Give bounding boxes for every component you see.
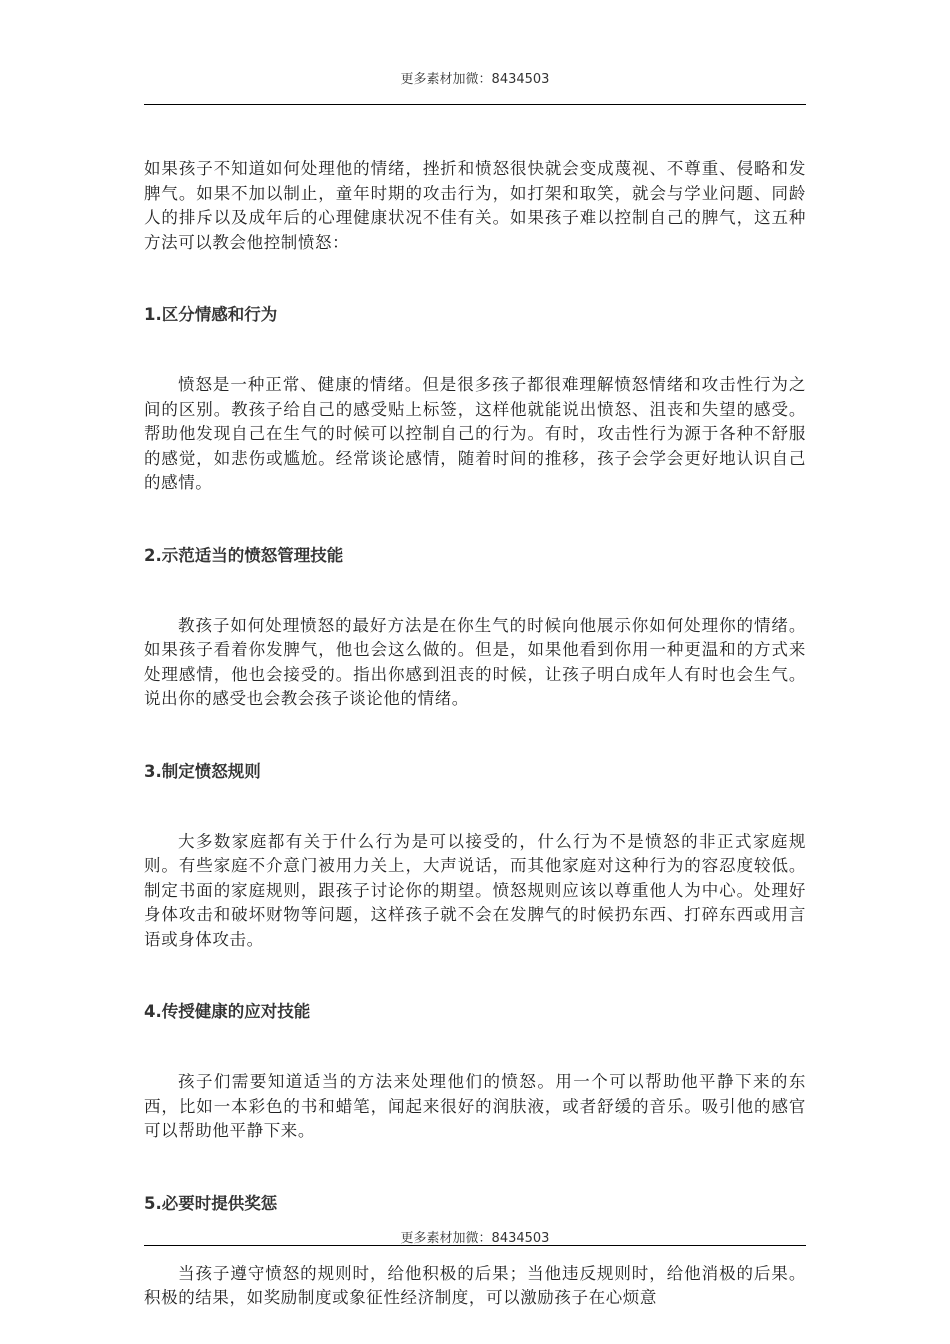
section-3-heading: 3.制定愤怒规则: [144, 761, 261, 781]
section-1-heading: 1.区分情感和行为: [144, 305, 278, 324]
intro-paragraph: 如果孩子不知道如何处理他的情绪，挫折和愤怒很快就会变成蔑视、不尊重、侵略和发脾气。如果不加以制止，童年时期的攻击行为，如打架和取笑，就会与学业问题、同龄人的排斥以及成年后的心理健康状况不佳有关。如果孩子难以控制自己的脾气，这五种方法可以教会他控制愤怒：: [144, 159, 806, 252]
section-2-heading: 2.示范适当的愤怒管理技能: [144, 545, 344, 565]
page-footer-text: 更多素材加微：8434503: [400, 1231, 550, 1246]
page-header-text: 更多素材加微：8434503: [400, 72, 550, 87]
section-4-heading: 4.传授健康的应对技能: [144, 1002, 311, 1021]
section-4-paragraph: 孩子们需要知道适当的方法来处理他们的愤怒。用一个可以帮助他平静下来的东西，比如一本彩色的书和蜡笔，闻起来很好的润肤液，或者舒缓的音乐。吸引他的感官可以帮助他平静下来。: [144, 1072, 806, 1140]
section-5-paragraph: 当孩子遵守愤怒的规则时，给他积极的后果；当他违反规则时，给他消极的后果。积极的结果，如奖励制度或象征性经济制度，可以激励孩子在心烦意: [144, 1263, 806, 1307]
section-5-heading: 5.必要时提供奖惩: [144, 1193, 278, 1213]
section-3-paragraph: 大多数家庭都有关于什么行为是可以接受的，什么行为不是愤怒的非正式家庭规则。有些家庭不介意门被用力关上，大声说话，而其他家庭对这种行为的容忍度较低。制定书面的家庭规则，跟孩子讨论你的期望。愤怒规则应该以尊重他人为中心。处理好身体攻击和破坏财物等问题，这样孩子就不会在发脾气的时候扔东西、打碎东西或用言语或身体攻击。: [144, 831, 806, 949]
footer-divider: [144, 1245, 806, 1246]
section-1-paragraph: 愤怒是一种正常、健康的情绪。但是很多孩子都很难理解愤怒情绪和攻击性行为之间的区别。教孩子给自己的感受贴上标签，这样他就能说出愤怒、沮丧和失望的感受。帮助他发现自己在生气的时候可以控制自己的行为。有时，攻击性行为源于各种不舒服的感觉，如悲伤或尴尬。经常谈论感情，随着时间的推移，孩子会学会更好地认识自己的感情。: [144, 375, 806, 492]
document-body: [144, 157, 806, 1311]
header-divider: [144, 104, 806, 105]
section-2-paragraph: 教孩子如何处理愤怒的最好方法是在你生气的时候向他展示你如何处理你的情绪。如果孩子看着你发脾气，他也会这么做的。但是，如果他看到你用一种更温和的方式来处理感情，他也会接受的。指出你感到沮丧的时候，让孩子明白成年人有时也会生气。说出你的感受也会教会孩子谈论他的情绪。: [144, 615, 806, 708]
